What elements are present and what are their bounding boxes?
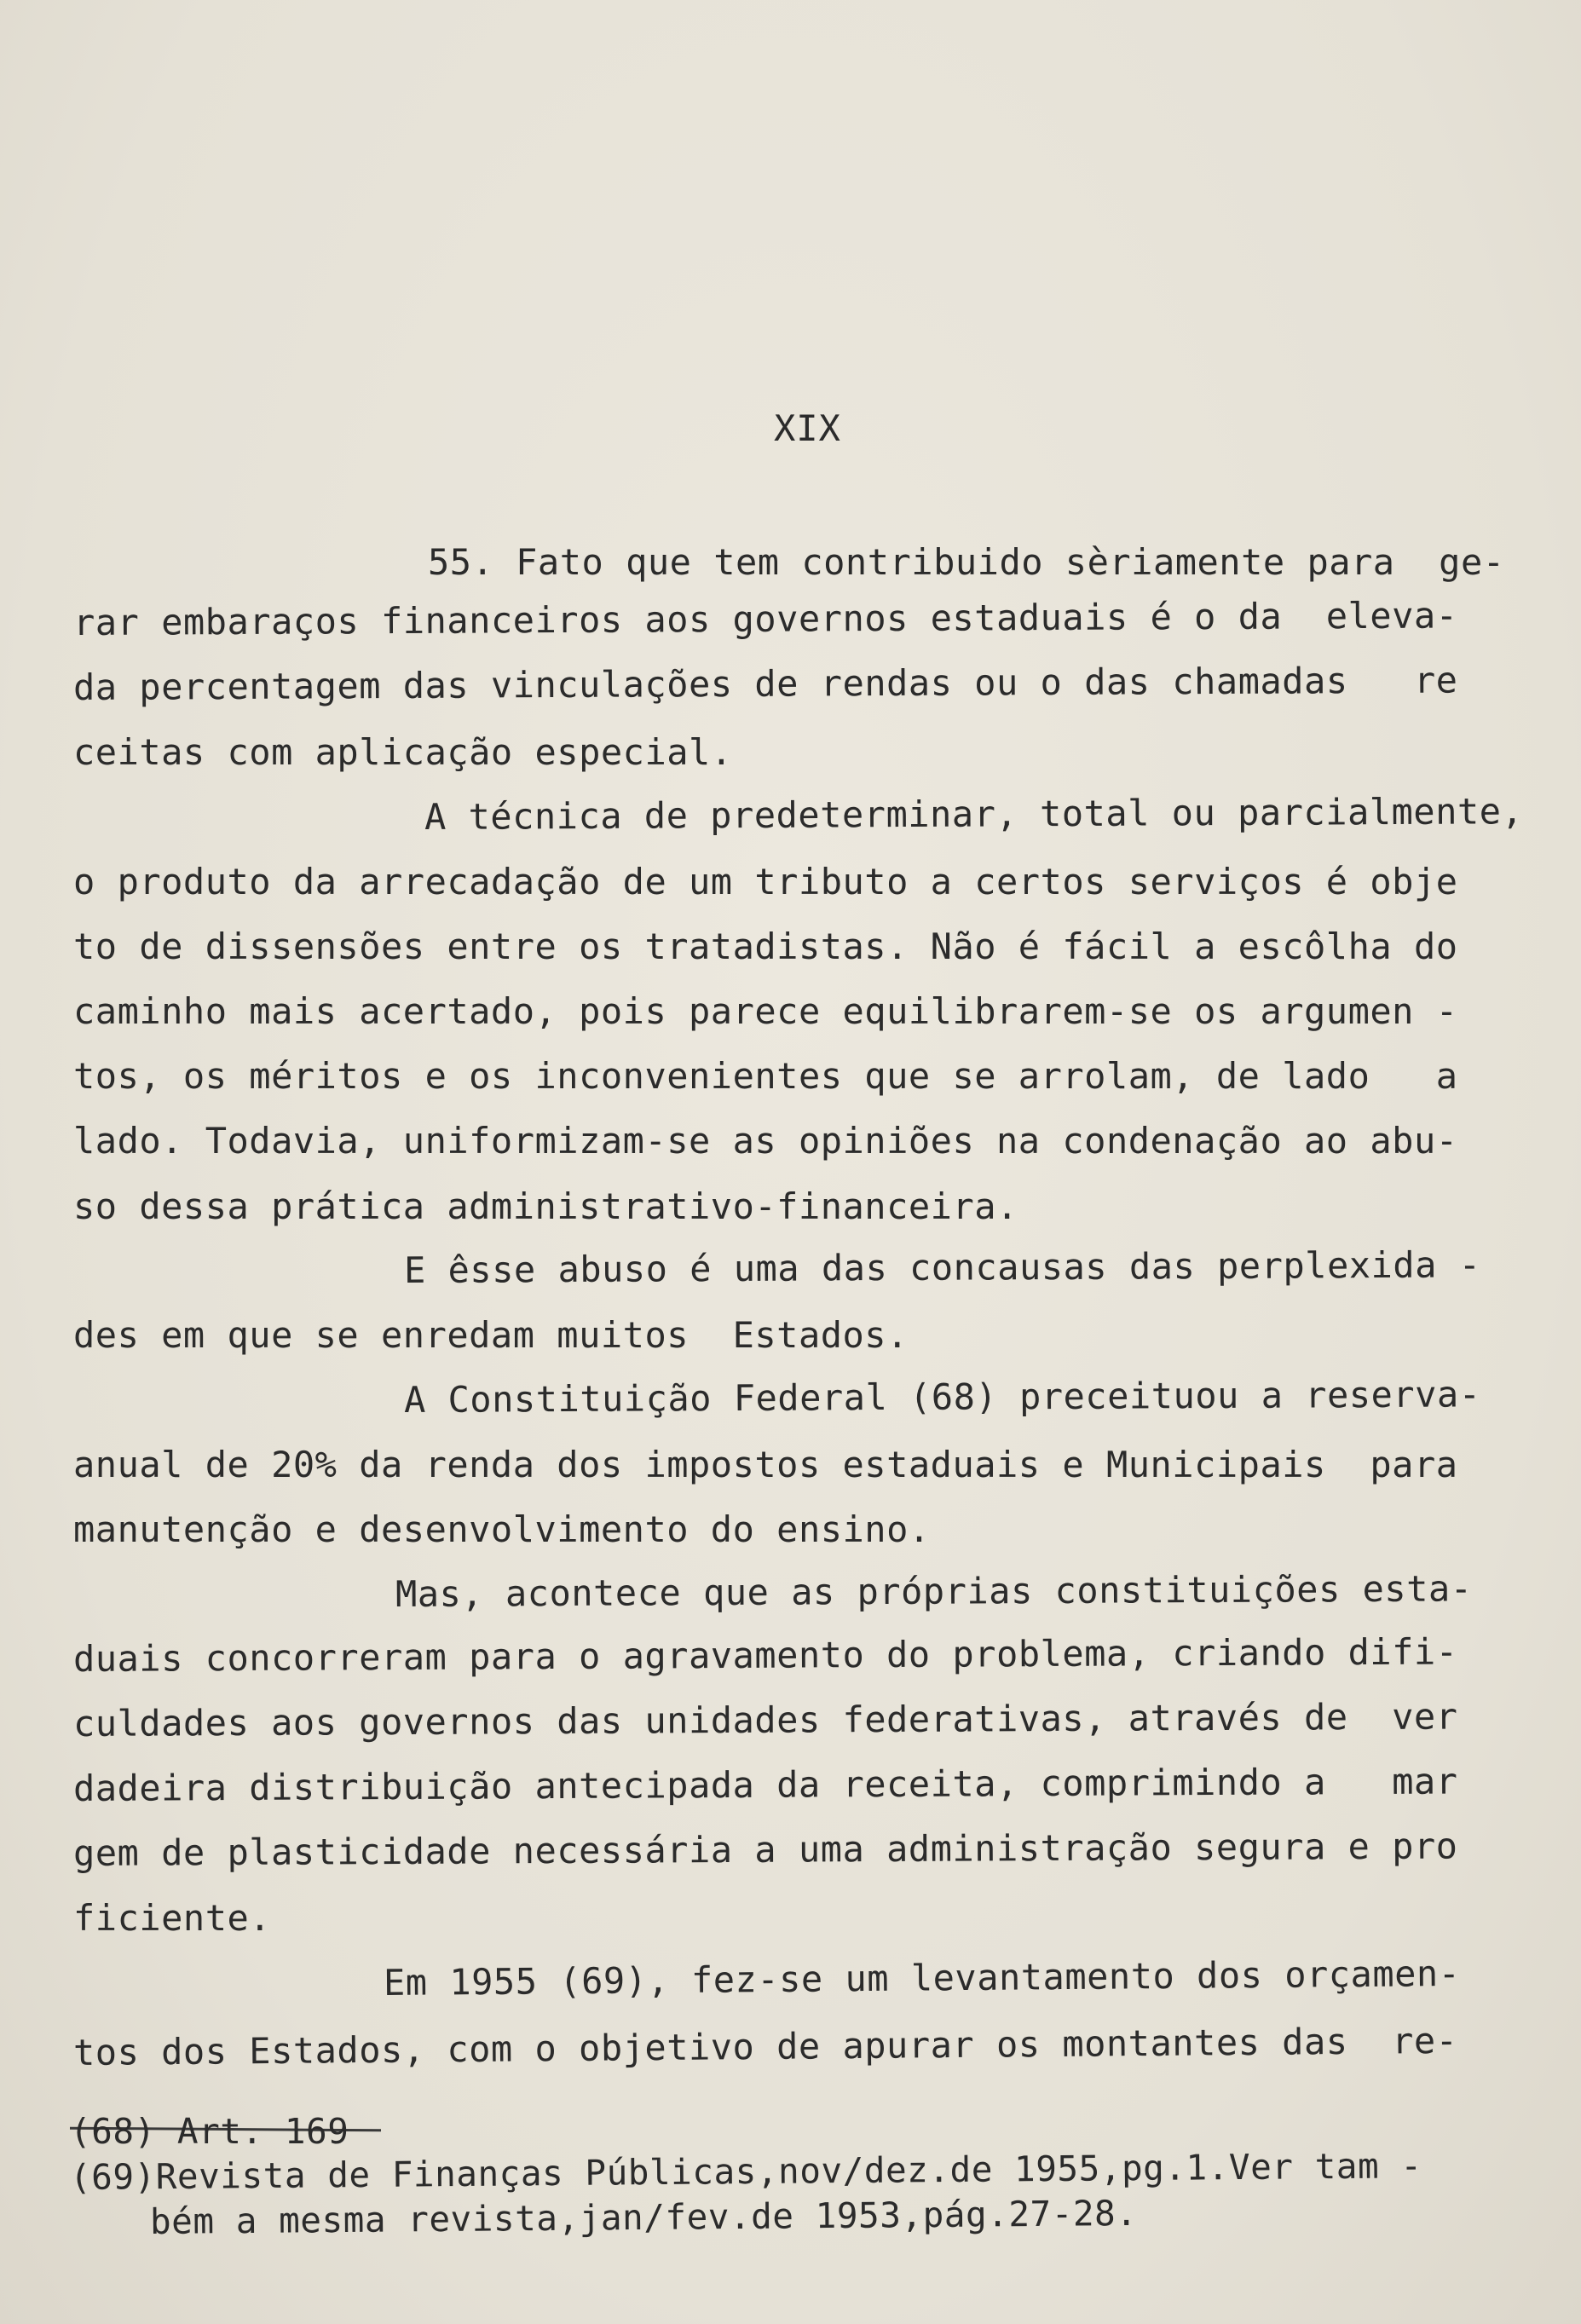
text-line: rar embaraços financeiros aos governos estaduais é o da eleva- bbox=[72, 594, 1458, 643]
text-line: anual de 20% da renda dos impostos estaduais e Municipais para bbox=[73, 1444, 1458, 1485]
text-line: caminho mais acertado, pois parece equilibrarem-se os argumen - bbox=[73, 990, 1458, 1032]
text-line: Em 1955 (69), fez-se um levantamento dos orçamen- bbox=[383, 1952, 1461, 2004]
text-line: to de dissensões entre os tratadistas. Não é fácil a escôlha do bbox=[73, 926, 1458, 967]
text-line: o produto da arrecadação de um tributo a certos serviços é obje bbox=[73, 861, 1458, 902]
text-line: 55. Fato que tem contribuido sèriamente para ge- bbox=[428, 541, 1505, 583]
text-line: des em que se enredam muitos Estados. bbox=[73, 1314, 909, 1356]
text-line: E êsse abuso é uma das concausas das perplexida - bbox=[403, 1243, 1481, 1291]
text-line: tos dos Estados, com o objetivo de apurar os montantes das re- bbox=[72, 2019, 1458, 2073]
text-line: gem de plasticidade necessária a uma administração segura e pro bbox=[72, 1825, 1458, 1874]
text-line: Mas, acontece que as próprias constituições esta- bbox=[395, 1567, 1473, 1615]
footnote-69: (69)Revista de Finanças Públicas,nov/dez.de 1955,pg.1.Ver tam - bbox=[69, 2145, 1422, 2198]
text-line: duais concorreram para o agravamento do problema, criando difi- bbox=[72, 1630, 1458, 1680]
text-line: manutenção e desenvolvimento do ensino. bbox=[73, 1508, 931, 1550]
text-line: ficiente. bbox=[73, 1897, 272, 1939]
text-line: A Constituição Federal (68) preceituou a reserva- bbox=[403, 1373, 1481, 1421]
page-number: XIX bbox=[774, 407, 841, 449]
footnote-68: (68) Art. 169 bbox=[70, 2111, 349, 2152]
text-line: ceitas com aplicação especial. bbox=[73, 731, 733, 773]
text-line: da percentagem das vinculações de rendas ou o das chamadas re bbox=[72, 659, 1458, 708]
footnote-69-continuation: bém a mesma revista,jan/fev.de 1953,pág.27-28. bbox=[149, 2192, 1138, 2242]
text-line: lado. Todavia, uniformizam-se as opiniões na condenação ao abu- bbox=[73, 1120, 1458, 1162]
text-line: so dessa prática administrativo-financeira. bbox=[73, 1185, 1018, 1227]
text-line: dadeira distribuição antecipada da receita, comprimindo a mar bbox=[72, 1760, 1458, 1809]
text-line: tos, os méritos e os inconvenientes que se arrolam, de lado a bbox=[73, 1055, 1458, 1097]
text-line: A técnica de predeterminar, total ou parcialmente, bbox=[424, 790, 1524, 838]
text-line: culdades aos governos das unidades federativas, através de ver bbox=[72, 1695, 1458, 1744]
